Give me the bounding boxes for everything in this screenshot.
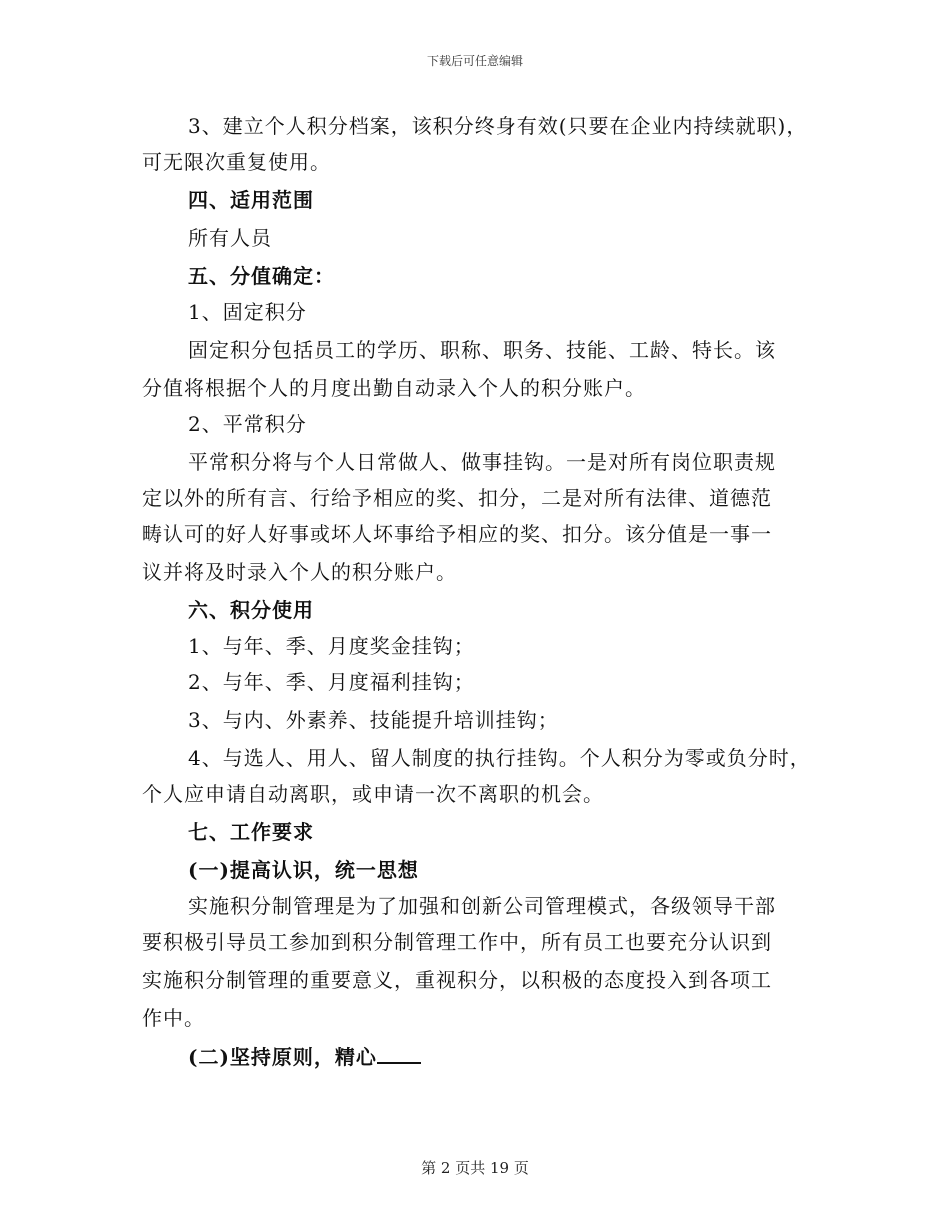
paragraph-line: 个人应申请自动离职，或申请一次不离职的机会。: [142, 782, 604, 806]
page-footer: 第 2 页共 19 页: [421, 1159, 529, 1177]
paragraph-line: 畴认可的好人好事或坏人坏事给予相应的奖、扣分。该分值是一事一: [142, 522, 772, 546]
page-header: 下载后可任意编辑: [426, 54, 523, 68]
list-item: 4、与选人、用人、留人制度的执行挂钩。个人积分为零或负分时，: [188, 746, 811, 770]
paragraph-line: 所有人员: [188, 226, 272, 250]
fill-in-blank: [377, 1044, 421, 1064]
paragraph-line: 3、建立个人积分档案，该积分终身有效(只要在企业内持续就职)，: [188, 114, 808, 138]
subsection-heading: (一)提高认识，统一思想: [188, 858, 419, 882]
section-heading: 五、分值确定：: [188, 264, 335, 288]
paragraph-line: 平常积分将与个人日常做人、做事挂钩。一是对所有岗位职责规: [188, 450, 776, 474]
paragraph-line: 实施积分制管理的重要意义，重视积分，以积极的态度投入到各项工: [142, 968, 772, 992]
subsection-heading: 2、平常积分: [188, 412, 307, 436]
subsection-heading-with-blank: [188, 1044, 421, 1069]
paragraph-line: 定以外的所有言、行给予相应的奖、扣分，二是对所有法律、道德范: [142, 486, 772, 510]
section-heading: 四、适用范围: [188, 188, 314, 212]
section-heading: 六、积分使用: [188, 598, 314, 622]
paragraph-line: 议并将及时录入个人的积分账户。: [142, 560, 457, 584]
section-heading: 七、工作要求: [188, 820, 314, 844]
list-item: 1、与年、季、月度奖金挂钩；: [188, 634, 475, 658]
subsection-heading: 1、固定积分: [188, 300, 307, 324]
paragraph-line: 分值将根据个人的月度出勤自动录入个人的积分账户。: [142, 376, 646, 400]
list-item: 3、与内、外素养、技能提升培训挂钩；: [188, 708, 559, 732]
paragraph-line: 可无限次重复使用。: [142, 150, 331, 174]
list-item: 2、与年、季、月度福利挂钩；: [188, 670, 475, 694]
paragraph-line: 作中。: [142, 1006, 205, 1030]
paragraph-line: 实施积分制管理是为了加强和创新公司管理模式，各级领导干部: [188, 894, 776, 918]
paragraph-line: 固定积分包括员工的学历、职称、职务、技能、工龄、特长。该: [188, 338, 776, 362]
subsection-heading-text: (二)坚持原则，精心: [188, 1045, 377, 1069]
paragraph-line: 要积极引导员工参加到积分制管理工作中，所有员工也要充分认识到: [142, 930, 772, 954]
